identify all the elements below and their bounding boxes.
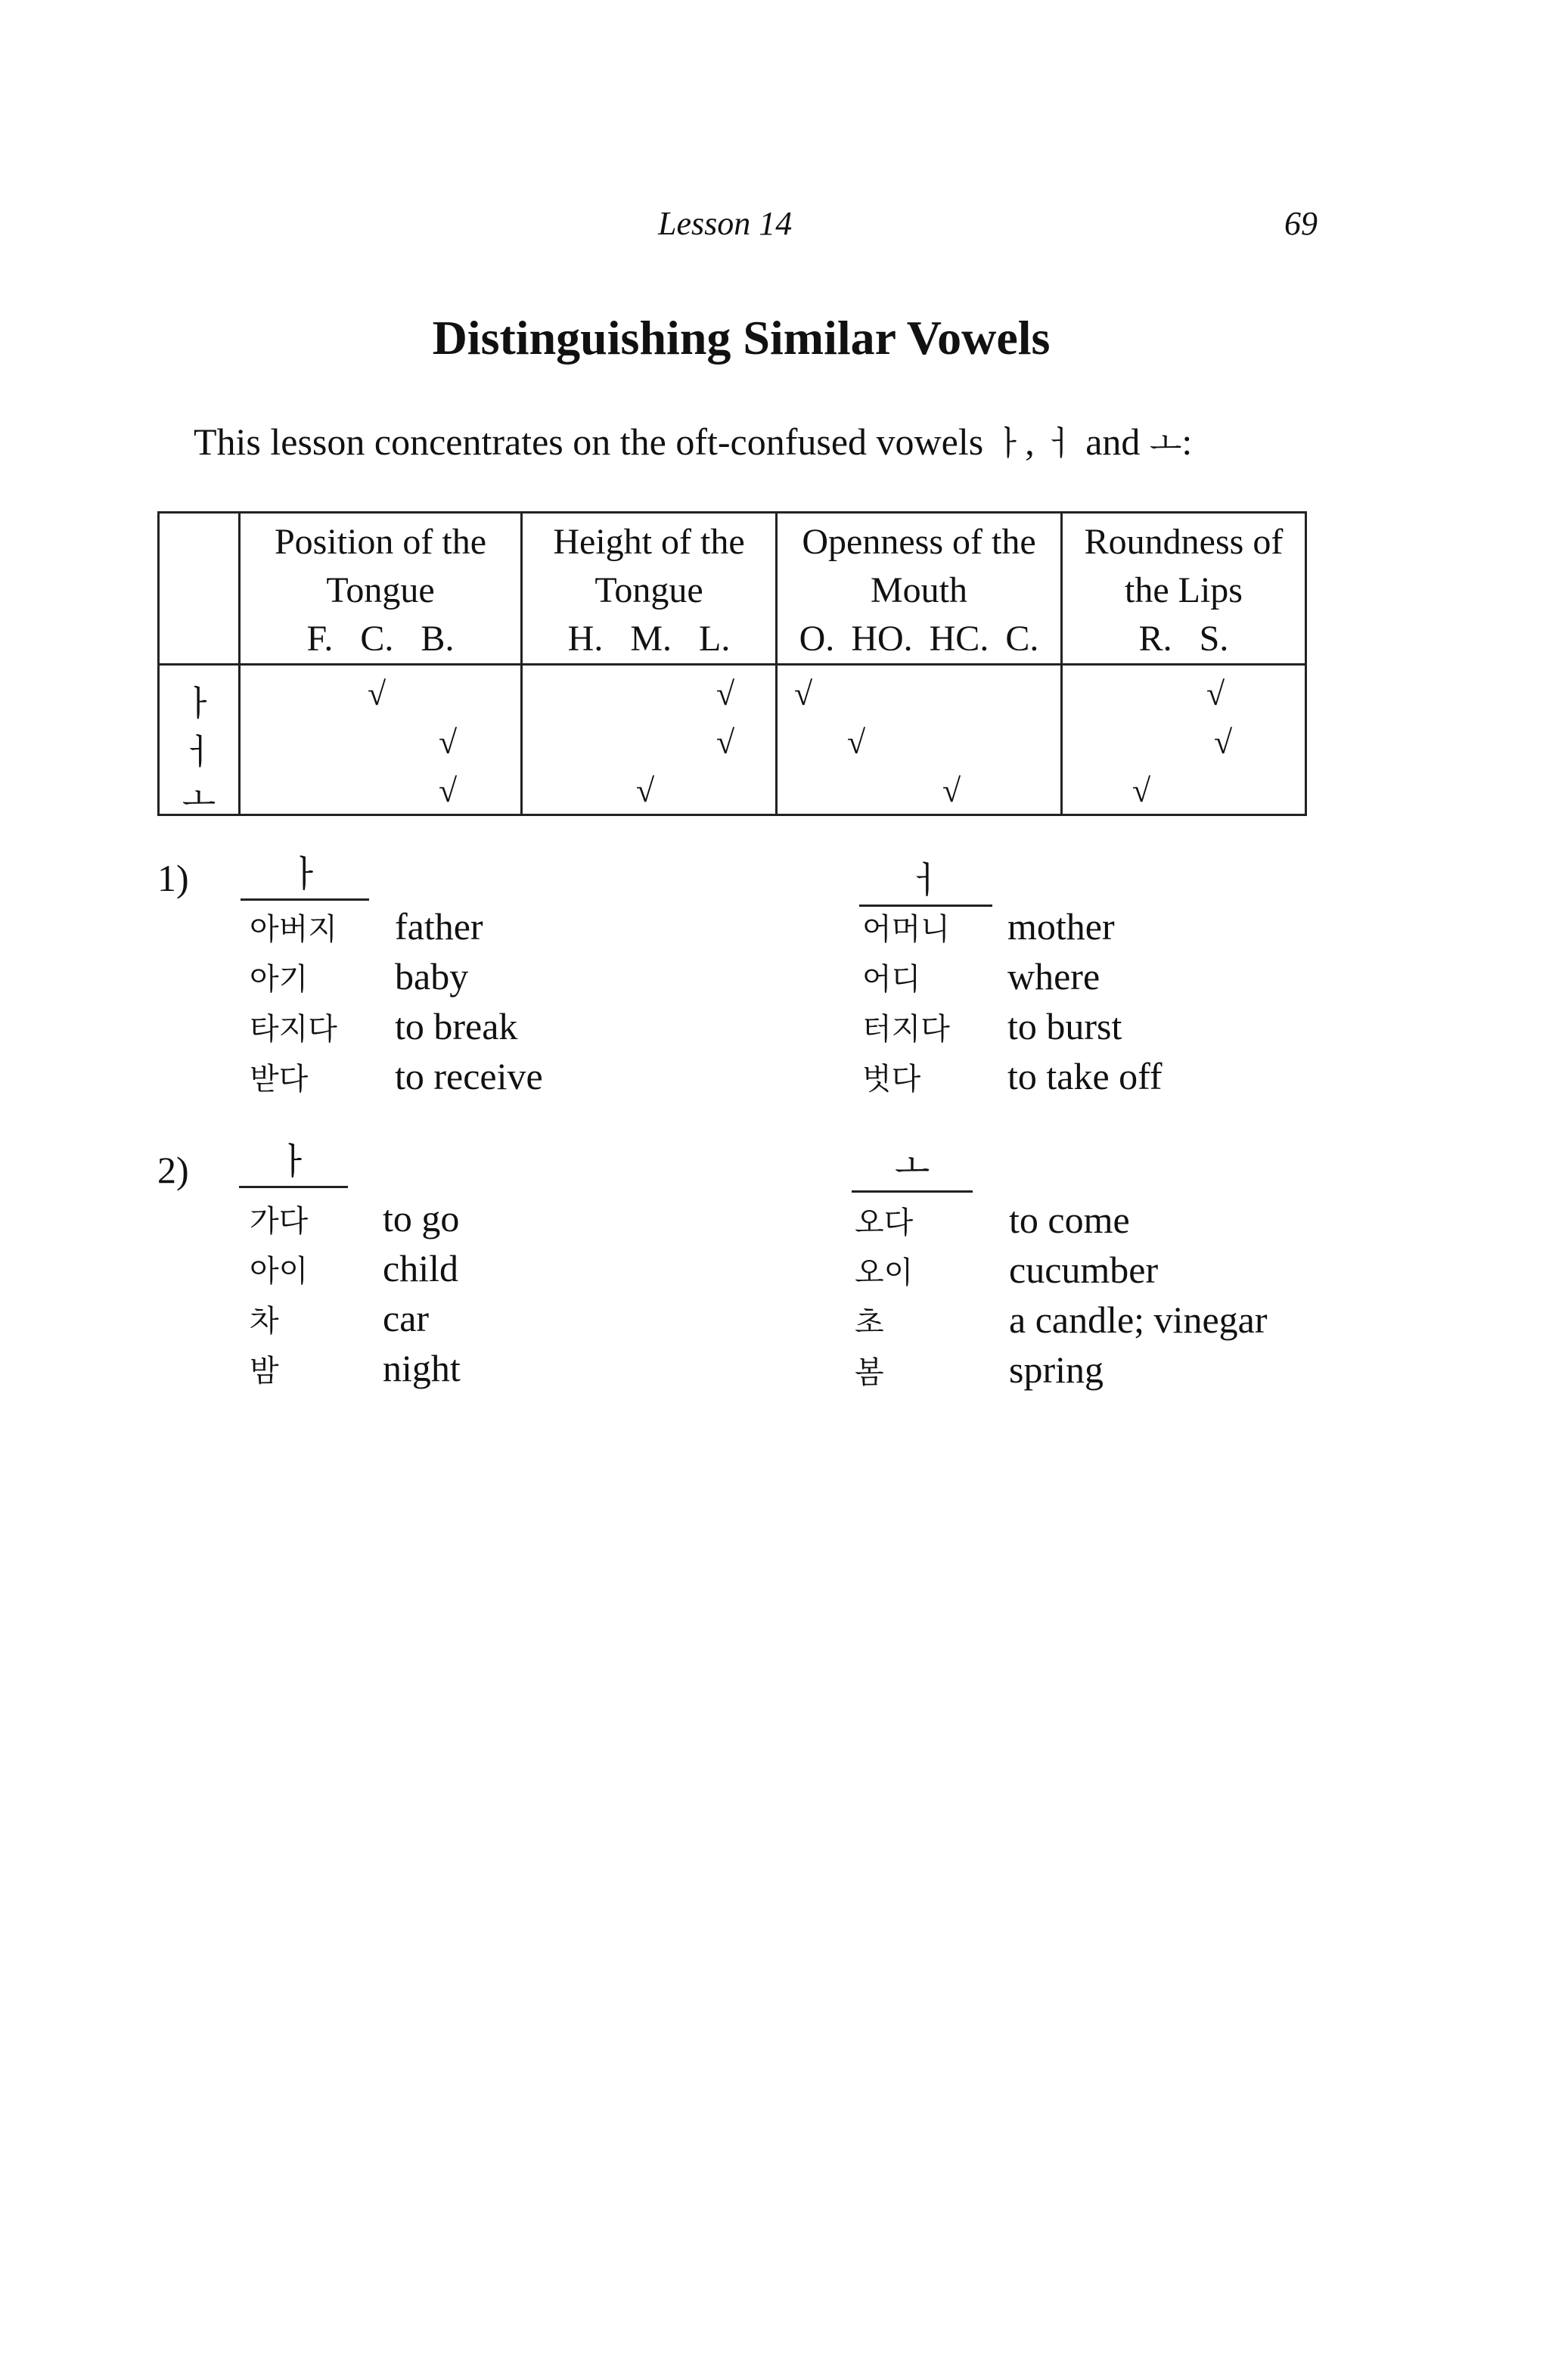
sub-rounded: R. <box>1138 619 1172 659</box>
list-item <box>862 1054 1163 1098</box>
vowel-eo: ㅓ <box>182 733 216 771</box>
english-gloss: mother <box>1007 905 1115 948</box>
header-lip-roundness <box>1062 513 1306 665</box>
sub-open: O. <box>799 619 835 659</box>
header-mouth-openness-line1: Openness of the <box>802 522 1036 562</box>
intro-paragraph <box>194 416 1192 464</box>
english-gloss: to break <box>395 1005 518 1047</box>
korean-word: 가다 <box>250 1204 309 1239</box>
korean-word: 아버지 <box>250 912 337 947</box>
english-gloss: father <box>395 905 483 948</box>
sub-mid: M. <box>630 619 672 659</box>
table-corner-cell <box>159 513 240 665</box>
section-1-right-heading: ㅓ <box>859 859 992 907</box>
korean-word: 봄 <box>855 1355 884 1390</box>
sub-low: L. <box>699 619 731 659</box>
header-lip-roundness-line2: the Lips <box>1125 570 1243 610</box>
intro-vowel-a: ㅏ <box>992 424 1026 463</box>
list-item <box>250 1196 459 1240</box>
sub-high: H. <box>567 619 604 659</box>
section-2-number: 2) <box>157 1149 189 1191</box>
check-a-spread: √ <box>1206 675 1225 712</box>
korean-word: 어디 <box>862 962 921 997</box>
page-title: Distinguishing Similar Vowels <box>432 311 1051 365</box>
intro-separator: , <box>1025 420 1035 463</box>
list-item <box>862 954 1100 998</box>
list-item <box>250 1246 458 1290</box>
korean-word: 차 <box>250 1304 279 1339</box>
korean-word: 아기 <box>250 962 309 997</box>
english-gloss: spring <box>1009 1348 1104 1391</box>
sub-half-open: HO. <box>851 619 913 659</box>
tongue-height-cells <box>522 665 777 815</box>
korean-word: 오이 <box>855 1255 914 1290</box>
intro-vowel-eo: ㅓ <box>1044 424 1076 463</box>
page-number: 69 <box>1284 205 1318 242</box>
english-gloss: baby <box>395 955 469 998</box>
list-item <box>855 1298 1267 1342</box>
list-item <box>250 905 483 948</box>
section-1-left-heading: ㅏ <box>241 853 369 901</box>
korean-word: 아이 <box>250 1254 309 1289</box>
sub-closed: C. <box>1005 619 1039 659</box>
header-tongue-height-line1: Height of the <box>553 522 745 562</box>
sub-half-closed: HC. <box>929 619 989 659</box>
english-gloss: cucumber <box>1009 1249 1159 1291</box>
intro-text: This lesson concentrates on the oft-confused vowels <box>194 420 984 463</box>
list-item <box>250 954 468 998</box>
english-gloss: to go <box>383 1197 460 1240</box>
english-gloss: car <box>383 1297 430 1339</box>
list-item <box>250 1004 517 1048</box>
sub-front: F. <box>306 619 334 659</box>
list-item <box>250 1346 461 1390</box>
english-gloss: a candle; vinegar <box>1009 1299 1268 1341</box>
check-o-back: √ <box>439 772 458 809</box>
list-item <box>855 1198 1130 1242</box>
section-2-right-heading: ㅗ <box>852 1145 973 1193</box>
intro-colon: : <box>1181 420 1193 463</box>
korean-word: 밤 <box>250 1354 279 1389</box>
header-tongue-position-line1: Position of the <box>274 522 486 562</box>
vowel-o: ㅗ <box>182 780 216 818</box>
check-eo-low: √ <box>716 724 735 761</box>
english-gloss: night <box>383 1347 461 1389</box>
header-tongue-position-line2: Tongue <box>326 570 435 610</box>
header-tongue-height <box>522 513 777 665</box>
sub-spread: S. <box>1199 619 1229 659</box>
korean-word: 타지다 <box>250 1012 337 1047</box>
section-1-number: 1) <box>157 857 189 899</box>
english-gloss: to take off <box>1007 1055 1163 1097</box>
running-head: Lesson 14 <box>658 205 793 242</box>
check-a-low: √ <box>716 675 735 712</box>
check-o-half-closed: √ <box>942 772 961 809</box>
list-item <box>855 1348 1104 1392</box>
english-gloss: to come <box>1009 1199 1130 1241</box>
korean-word: 벗다 <box>862 1062 921 1097</box>
header-tongue-position <box>240 513 522 665</box>
list-item <box>855 1248 1158 1292</box>
list-item <box>862 905 1115 948</box>
korean-word: 터지다 <box>862 1012 950 1047</box>
intro-vowel-o: ㅗ <box>1149 424 1182 463</box>
check-o-rounded: √ <box>1132 772 1151 809</box>
korean-word: 어머니 <box>862 912 950 947</box>
list-item <box>862 1004 1122 1048</box>
english-gloss: to burst <box>1007 1005 1122 1047</box>
list-item <box>250 1054 543 1098</box>
intro-and: and <box>1085 420 1141 463</box>
check-o-mid: √ <box>636 772 655 809</box>
section-2-left-heading: ㅏ <box>239 1140 348 1188</box>
check-eo-back: √ <box>439 724 458 761</box>
list-item <box>250 1296 429 1340</box>
vowel-a: ㅏ <box>182 684 216 723</box>
korean-word: 받다 <box>250 1062 309 1097</box>
check-eo-half-open: √ <box>847 724 866 761</box>
tongue-position-cells <box>240 665 522 815</box>
mouth-openness-cells <box>777 665 1062 815</box>
sub-central: C. <box>360 619 394 659</box>
korean-word: 오다 <box>855 1206 914 1240</box>
vowel-column <box>159 665 240 818</box>
english-gloss: to receive <box>395 1055 543 1097</box>
header-tongue-height-line2: Tongue <box>594 570 703 610</box>
lip-roundness-cells <box>1062 665 1306 815</box>
vowel-feature-table <box>157 511 1307 816</box>
check-a-central: √ <box>368 675 386 712</box>
english-gloss: child <box>383 1247 458 1289</box>
english-gloss: where <box>1007 955 1100 998</box>
check-eo-spread: √ <box>1214 724 1233 761</box>
header-mouth-openness-line2: Mouth <box>870 570 967 610</box>
korean-word: 초 <box>855 1305 884 1340</box>
check-a-open: √ <box>794 675 813 712</box>
header-lip-roundness-line1: Roundness of <box>1084 522 1284 562</box>
header-mouth-openness <box>777 513 1062 665</box>
sub-back: B. <box>421 619 455 659</box>
